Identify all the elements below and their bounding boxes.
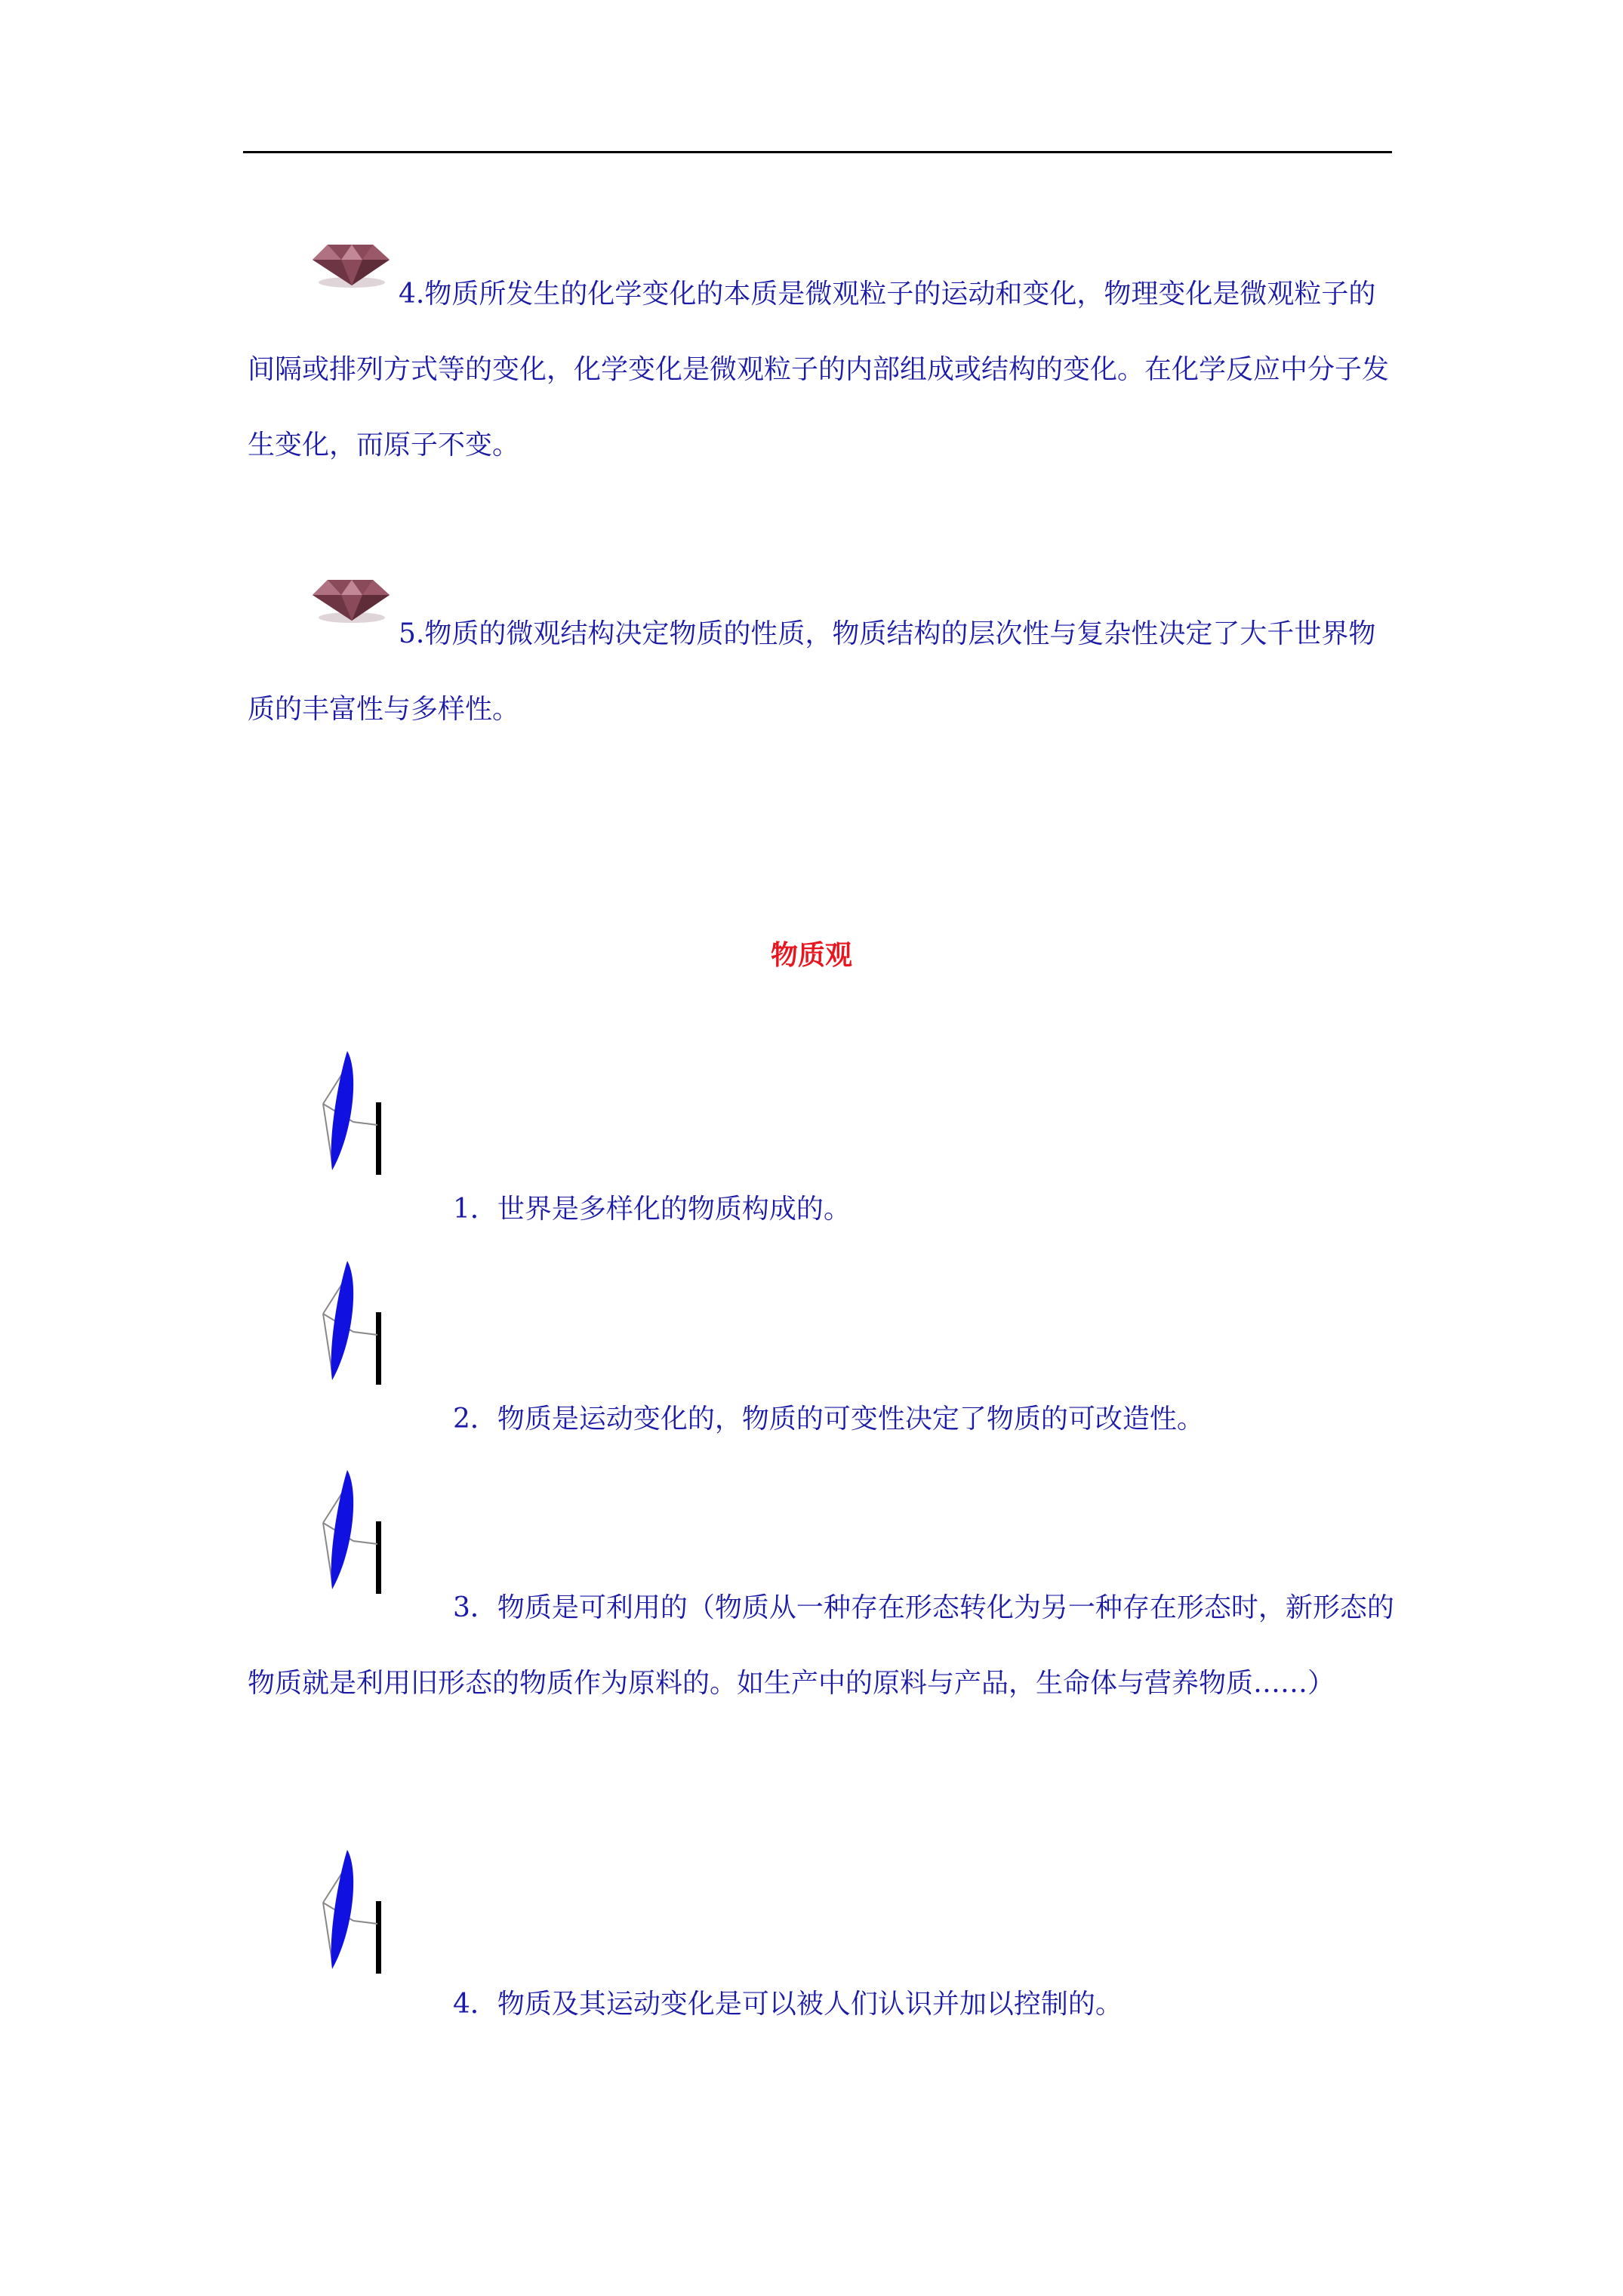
list-item: 3．物质是可利用的（物质从一种存在形态转化为另一种存在形态时，新形态的物质就是利用旧形态的物质作为原料的。如生产中的原料与产品，生命体与营养物质……） — [248, 1592, 1394, 1699]
flag-icon — [316, 1049, 391, 1178]
section-title: 物质观 — [770, 939, 852, 971]
list-item: 1．世界是多样化的物质构成的。 — [453, 1194, 851, 1225]
paragraph-5: 5.物质的微观结构决定物质的性质，物质结构的层次性与复杂性决定了大千世界物质的丰富性与多样性。 — [248, 618, 1376, 725]
flag-icon — [316, 1848, 391, 1977]
list-item: 4．物质及其运动变化是可以被人们认识并加以控制的。 — [453, 1989, 1123, 2020]
header-rule — [243, 151, 1392, 153]
paragraph-4: 4.物质所发生的化学变化的本质是微观粒子的运动和变化，物理变化是微观粒子的间隔或排列方式等的变化，化学变化是微观粒子的内部组成或结构的变化。在化学反应中分子发生变化，而原子不变。 — [248, 279, 1390, 461]
flag-icon — [316, 1259, 391, 1388]
list-item: 2．物质是运动变化的，物质的可变性决定了物质的可改造性。 — [453, 1404, 1204, 1435]
